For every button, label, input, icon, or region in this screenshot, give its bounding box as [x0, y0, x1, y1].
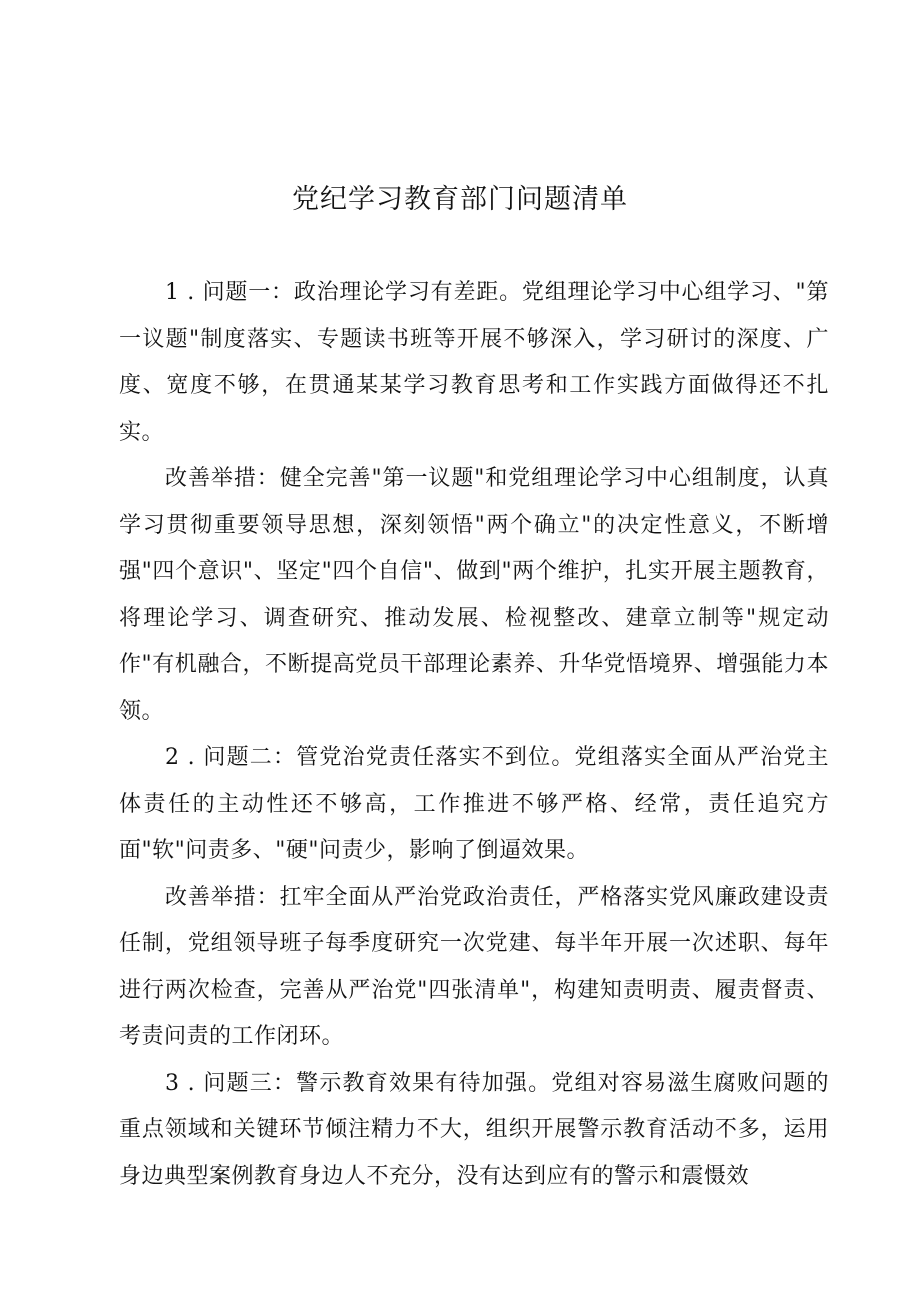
problem-2-paragraph: 2 . 问题二：管党治党责任落实不到位。党组落实全面从严治党主体责任的主动性还不够高，工作推进不够严格、经常，责任追究方面"软"问责多、"硬"问责少，影响了倒逼效果。	[119, 745, 829, 863]
document-title: 党纪学习教育部门问题清单	[292, 184, 628, 215]
problem-3-paragraph: 3 . 问题三：警示教育效果有待加强。党组对容易滋生腐败问题的重点领域和关键环节倾注精力不大，组织开展警示教育活动不多，运用身边典型案例教育身边人不充分，没有达到应有的警示和震慑效	[119, 1070, 829, 1189]
measure-2-paragraph: 改善举措：扛牢全面从严治党政治责任，严格落实党风廉政建设责任制，党组领导班子每季度研究一次党建、每半年开展一次述职、每年进行两次检查，完善从严治党"四张清单"，构建知责明责、履责督责、考责问责的工作闭环。	[119, 884, 829, 1049]
problem-1-paragraph: 1 . 问题一：政治理论学习有差距。党组理论学习中心组学习、"第一议题"制度落实、专题读书班等开展不够深入，学习研讨的深度、广度、宽度不够，在贯通某某学习教育思考和工作实践方面做得还不扎实。	[119, 280, 829, 445]
measure-1-paragraph: 改善举措：健全完善"第一议题"和党组理论学习中心组制度，认真学习贯彻重要领导思想，深刻领悟"两个确立"的决定性意义，不断增强"四个意识"、坚定"四个自信"、做到"两个维护，扎实开展主题教育，将理论学习、调查研究、推动发展、检视整改、建章立制等"规定动作"有机融合，不断提高党员干部理论素养、升华党悟境界、增强能力本领。	[119, 466, 829, 724]
document-body	[119, 270, 829, 1200]
